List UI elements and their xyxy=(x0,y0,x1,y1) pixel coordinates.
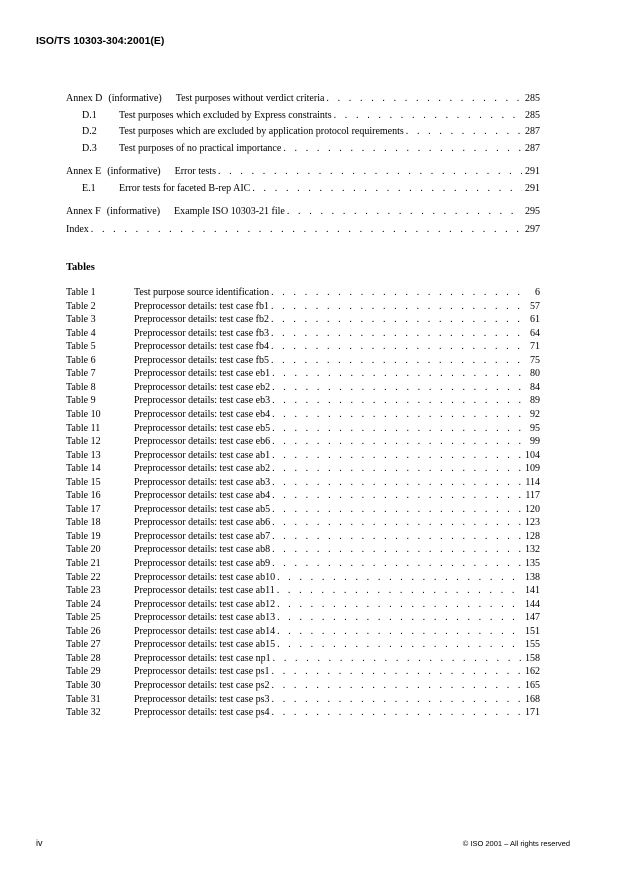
page-ref: 168 xyxy=(525,693,540,705)
table-number: Table 29 xyxy=(66,666,101,678)
page-ref: 141 xyxy=(525,585,540,597)
dot-leader xyxy=(271,340,522,353)
toc-table-entry xyxy=(66,706,540,719)
page-number: iv xyxy=(36,838,43,848)
page-ref: 295 xyxy=(525,206,540,217)
toc-annex-entry xyxy=(66,205,540,218)
toc-table-entry xyxy=(66,598,540,611)
page-ref: 291 xyxy=(525,182,540,194)
toc-subclause-entry xyxy=(66,125,540,138)
table-number: Table 20 xyxy=(66,544,101,556)
page-ref: 138 xyxy=(525,571,540,583)
table-number: Table 31 xyxy=(66,693,101,705)
toc-annex-entry xyxy=(66,165,540,178)
page-ref: 120 xyxy=(525,503,540,515)
dot-leader xyxy=(277,571,522,584)
dot-leader xyxy=(272,476,522,489)
dot-leader xyxy=(272,557,522,570)
page-ref: 165 xyxy=(525,679,540,691)
page-ref: 89 xyxy=(530,395,540,407)
table-title: Preprocessor details: test case eb4 xyxy=(134,408,271,420)
toc-table-entry xyxy=(66,435,540,448)
dot-leader xyxy=(272,394,522,407)
page-ref: 104 xyxy=(525,449,540,461)
toc-table-entry xyxy=(66,408,540,421)
toc-table-entry xyxy=(66,354,540,367)
toc-table-entry xyxy=(66,476,540,489)
page-ref: 84 xyxy=(530,381,540,393)
table-title: Preprocessor details: test case ab8 xyxy=(134,544,271,556)
toc-subclause-entry xyxy=(66,109,540,122)
toc-table-entry xyxy=(66,611,540,624)
toc-table-entry xyxy=(66,665,540,678)
table-title: Preprocessor details: test case fb1 xyxy=(134,300,269,312)
toc-table-entry xyxy=(66,422,540,435)
page-ref: 171 xyxy=(525,707,540,719)
toc-annex-entry xyxy=(66,92,540,105)
table-title: Preprocessor details: test case ab5 xyxy=(134,503,271,515)
table-title: Preprocessor details: test case ab9 xyxy=(134,558,271,569)
page-ref: 291 xyxy=(525,166,540,177)
page-ref: 114 xyxy=(525,476,540,488)
table-title: Preprocessor details: test case ps4 xyxy=(134,707,270,719)
toc-table-entry xyxy=(66,300,540,313)
table-number: Table 16 xyxy=(66,490,101,502)
table-title: Preprocessor details: test case eb3 xyxy=(134,395,271,407)
dot-leader xyxy=(272,422,522,435)
copyright-notice: © ISO 2001 – All rights reserved xyxy=(462,839,570,848)
dot-leader xyxy=(334,109,522,122)
dot-leader xyxy=(271,313,522,326)
page-ref: 123 xyxy=(525,517,540,529)
table-number: Table 11 xyxy=(66,422,101,434)
dot-leader xyxy=(272,706,522,719)
dot-leader xyxy=(271,286,522,299)
toc-table-entry xyxy=(66,340,540,353)
table-title: Preprocessor details: test case ab6 xyxy=(134,517,271,529)
page-ref: 128 xyxy=(525,530,540,542)
page-ref: 287 xyxy=(525,142,540,154)
table-number: Table 10 xyxy=(66,408,101,420)
dot-leader xyxy=(272,462,522,475)
page-ref: 135 xyxy=(525,558,540,569)
table-title: Preprocessor details: test case fb2 xyxy=(134,314,269,326)
toc-subclause-entry xyxy=(66,182,540,195)
toc-table-entry xyxy=(66,367,540,380)
toc-table-entry xyxy=(66,584,540,597)
dot-leader xyxy=(277,625,522,638)
table-number: Table 27 xyxy=(66,639,101,651)
subclause-number: D.3 xyxy=(82,142,97,154)
page-ref: 285 xyxy=(525,109,540,121)
toc-table-entry xyxy=(66,625,540,638)
page-ref: 144 xyxy=(525,598,540,610)
table-title: Preprocessor details: test case ab11 xyxy=(134,585,275,597)
annex-label: Annex D xyxy=(66,93,103,104)
dot-leader xyxy=(271,300,522,313)
dot-leader xyxy=(91,223,522,236)
toc-table-entry xyxy=(66,489,540,502)
dot-leader xyxy=(287,205,522,218)
table-title: Preprocessor details: test case ab15 xyxy=(134,639,276,651)
toc-table-entry xyxy=(66,557,540,570)
toc-table-entry xyxy=(66,638,540,651)
dot-leader xyxy=(272,449,522,462)
dot-leader xyxy=(271,327,522,340)
table-number: Table 4 xyxy=(66,327,96,339)
table-title: Preprocessor details: test case eb1 xyxy=(134,368,271,380)
table-number: Table 3 xyxy=(66,314,96,326)
table-title: Preprocessor details: test case ab14 xyxy=(134,625,276,637)
table-title: Preprocessor details: test case ab4 xyxy=(134,490,271,502)
annex-informative: (informative) xyxy=(107,166,161,177)
page-ref: 80 xyxy=(530,368,540,380)
table-number: Table 8 xyxy=(66,381,96,393)
subclause-title: Test purposes which excluded by Express constraints xyxy=(119,109,332,121)
table-number: Table 14 xyxy=(66,463,101,475)
table-title: Preprocessor details: test case ab1 xyxy=(134,449,271,461)
page-ref: 71 xyxy=(530,341,540,353)
page-ref: 147 xyxy=(525,612,540,624)
toc-table-entry xyxy=(66,652,540,665)
table-number: Table 13 xyxy=(66,449,101,461)
table-number: Table 32 xyxy=(66,707,101,719)
dot-leader xyxy=(271,354,522,367)
annex-title: Example ISO 10303-21 file xyxy=(174,206,285,217)
annex-title: Test purposes without verdict criteria xyxy=(175,93,325,104)
page-ref: 61 xyxy=(530,314,540,326)
dot-leader xyxy=(277,584,522,597)
subclause-number: D.1 xyxy=(82,109,97,121)
dot-leader xyxy=(326,92,522,105)
table-number: Table 23 xyxy=(66,585,101,597)
subclause-title: Test purposes of no practical importance xyxy=(119,142,282,154)
table-number: Table 1 xyxy=(66,287,96,298)
table-number: Table 19 xyxy=(66,530,101,542)
toc-table-entry xyxy=(66,571,540,584)
page-ref: 132 xyxy=(525,544,540,556)
table-number: Table 24 xyxy=(66,598,101,610)
table-number: Table 17 xyxy=(66,503,101,515)
dot-leader xyxy=(272,516,522,529)
page-ref: 155 xyxy=(525,639,540,651)
annex-label: Annex E xyxy=(66,166,102,177)
page-ref: 117 xyxy=(525,490,540,502)
toc-table-entry xyxy=(66,313,540,326)
table-title: Preprocessor details: test case np1 xyxy=(134,652,271,664)
table-title: Preprocessor details: test case eb2 xyxy=(134,381,271,393)
table-title: Preprocessor details: test case fb4 xyxy=(134,341,269,353)
page-ref: 151 xyxy=(525,625,540,637)
page-ref: 92 xyxy=(530,408,540,420)
dot-leader xyxy=(272,367,522,380)
subclause-title: Test purposes which are excluded by application protocol requirements xyxy=(119,126,404,137)
table-number: Table 30 xyxy=(66,679,101,691)
toc-table-entry xyxy=(66,286,540,299)
page-ref: 75 xyxy=(530,354,540,366)
toc-table-entry xyxy=(66,516,540,529)
table-title: Preprocessor details: test case ab3 xyxy=(134,476,271,488)
table-number: Table 15 xyxy=(66,476,101,488)
annex-informative: (informative) xyxy=(106,206,161,217)
table-number: Table 21 xyxy=(66,558,101,569)
toc-index-entry xyxy=(66,223,540,236)
page-ref: 162 xyxy=(525,666,540,678)
toc-table-entry xyxy=(66,462,540,475)
page-ref: 285 xyxy=(525,93,540,104)
table-title: Preprocessor details: test case ab2 xyxy=(134,463,271,475)
annex-informative: (informative) xyxy=(108,93,162,104)
table-title: Preprocessor details: test case ps2 xyxy=(134,679,270,691)
table-number: Table 25 xyxy=(66,612,101,624)
toc-table-entry xyxy=(66,394,540,407)
table-title: Test purpose source identification xyxy=(134,287,270,298)
tables-heading: Tables xyxy=(66,262,95,273)
table-number: Table 22 xyxy=(66,571,101,583)
dot-leader xyxy=(272,665,522,678)
dot-leader xyxy=(272,489,522,502)
dot-leader xyxy=(218,165,522,178)
index-label: Index xyxy=(66,224,89,235)
page-ref: 287 xyxy=(525,126,540,137)
dot-leader xyxy=(273,652,522,665)
table-number: Table 12 xyxy=(66,436,101,448)
dot-leader xyxy=(272,435,522,448)
toc-table-entry xyxy=(66,543,540,556)
toc-table-entry xyxy=(66,327,540,340)
table-title: Preprocessor details: test case eb6 xyxy=(134,436,271,448)
page-ref: 297 xyxy=(525,224,540,235)
table-number: Table 18 xyxy=(66,517,101,529)
toc-table-entry xyxy=(66,530,540,543)
table-title: Preprocessor details: test case ab12 xyxy=(134,598,276,610)
toc-table-entry xyxy=(66,449,540,462)
dot-leader xyxy=(252,182,522,195)
table-number: Table 9 xyxy=(66,395,96,407)
toc-table-entry xyxy=(66,693,540,706)
table-title: Preprocessor details: test case eb5 xyxy=(134,422,271,434)
table-number: Table 26 xyxy=(66,625,101,637)
dot-leader xyxy=(272,381,522,394)
dot-leader xyxy=(277,598,522,611)
page-ref: 109 xyxy=(525,463,540,475)
dot-leader xyxy=(277,638,522,651)
dot-leader xyxy=(283,142,522,155)
dot-leader xyxy=(272,693,522,706)
dot-leader xyxy=(272,679,522,692)
table-number: Table 28 xyxy=(66,652,101,664)
dot-leader xyxy=(272,408,522,421)
toc-subclause-entry xyxy=(66,142,540,155)
subclause-number: E.1 xyxy=(82,182,96,194)
page-ref: 57 xyxy=(530,300,540,312)
dot-leader xyxy=(272,530,522,543)
table-number: Table 5 xyxy=(66,341,96,353)
annex-title: Error tests xyxy=(174,166,216,177)
toc-table-entry xyxy=(66,679,540,692)
table-title: Preprocessor details: test case ps3 xyxy=(134,693,270,705)
table-title: Preprocessor details: test case ab7 xyxy=(134,530,271,542)
dot-leader xyxy=(277,611,522,624)
document-id-header: ISO/TS 10303-304:2001(E) xyxy=(36,35,165,47)
annex-label: Annex F xyxy=(66,206,101,217)
table-number: Table 2 xyxy=(66,300,96,312)
table-number: Table 7 xyxy=(66,368,96,380)
table-title: Preprocessor details: test case ps1 xyxy=(134,666,270,678)
subclause-title: Error tests for faceted B-rep AIC xyxy=(119,182,251,194)
page-ref: 99 xyxy=(530,436,540,448)
page-ref: 64 xyxy=(530,327,540,339)
table-title: Preprocessor details: test case ab13 xyxy=(134,612,276,624)
page-ref: 6 xyxy=(535,287,540,298)
table-number: Table 6 xyxy=(66,354,96,366)
table-title: Preprocessor details: test case fb3 xyxy=(134,327,269,339)
dot-leader xyxy=(406,125,522,138)
page-ref: 158 xyxy=(525,652,540,664)
page-ref: 95 xyxy=(530,422,540,434)
subclause-number: D.2 xyxy=(82,126,97,137)
table-title: Preprocessor details: test case fb5 xyxy=(134,354,269,366)
toc-table-entry xyxy=(66,381,540,394)
table-title: Preprocessor details: test case ab10 xyxy=(134,571,276,583)
toc-table-entry xyxy=(66,503,540,516)
dot-leader xyxy=(272,503,522,516)
dot-leader xyxy=(272,543,522,556)
